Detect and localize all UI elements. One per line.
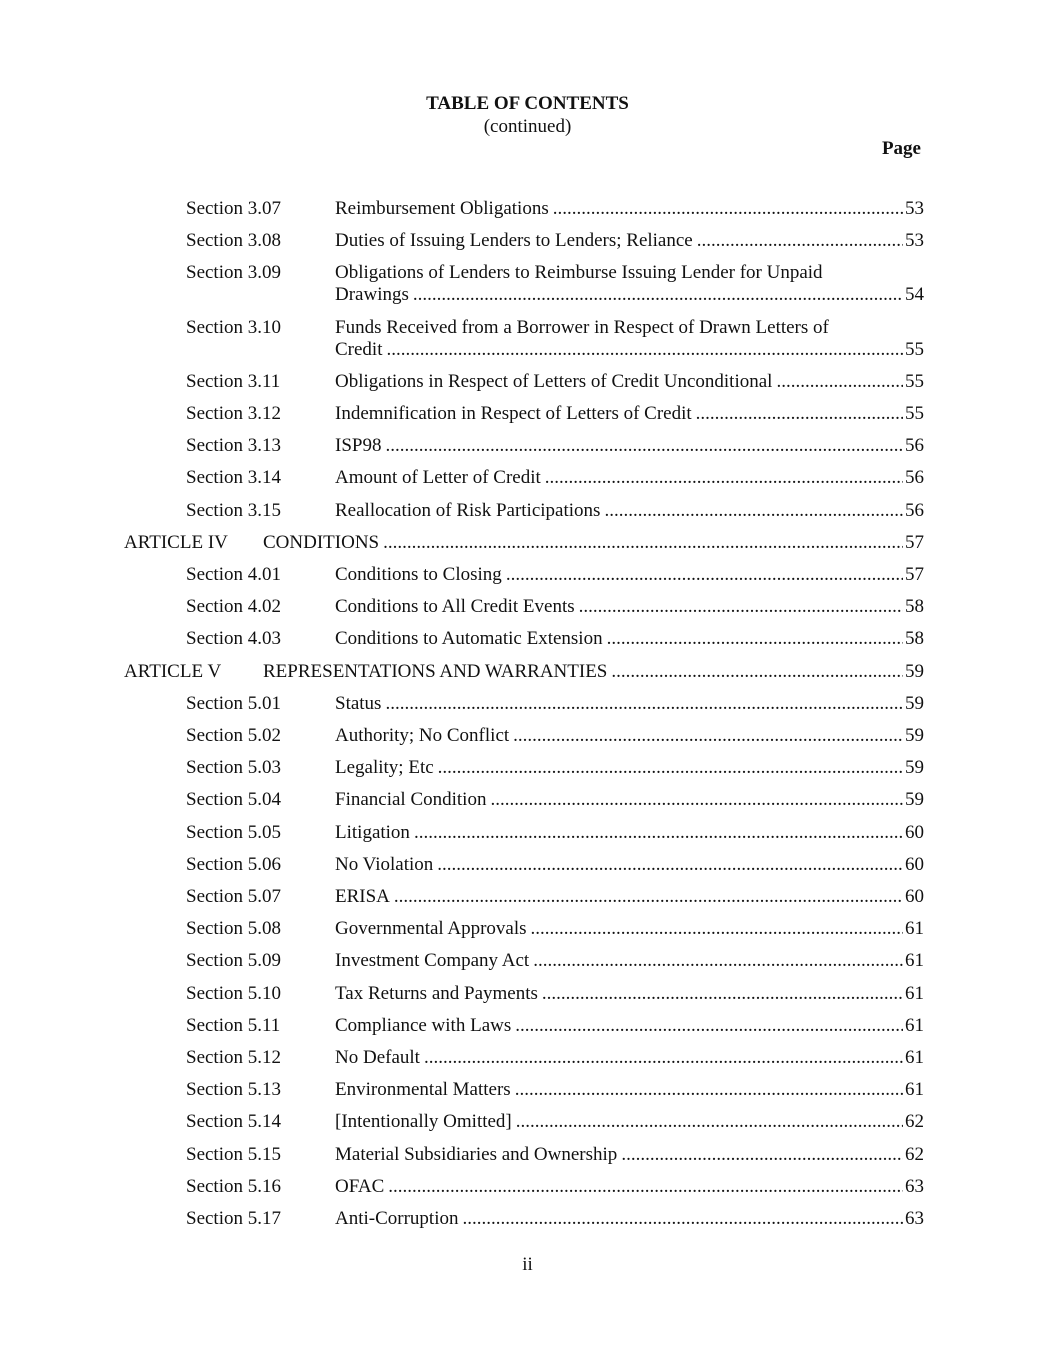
toc-dot-leader (776, 371, 903, 393)
toc-entry-title-area (263, 532, 924, 554)
toc-entry-line (335, 564, 924, 586)
toc-entry-line (335, 1176, 924, 1198)
toc-entry-title-area (335, 1176, 924, 1198)
toc-entry-number: Section 3.12 (186, 403, 281, 424)
toc-entry-page[interactable]: 61 (905, 1079, 924, 1101)
toc-entry-number: Section 5.05 (186, 821, 281, 843)
toc-entry-title[interactable]: No Violation (335, 853, 434, 875)
toc-entry-title-area (335, 371, 924, 393)
toc-entry-title[interactable]: Authority; No Conflict (335, 725, 510, 746)
toc-entry-line (335, 1079, 924, 1101)
toc-entry-title[interactable]: Tax Returns and Payments (335, 982, 538, 1004)
toc-entry-page[interactable]: 58 (905, 628, 924, 650)
toc-entry-title-area (335, 950, 924, 972)
toc-entry-page[interactable]: 61 (905, 918, 924, 940)
toc-entry-number: Section 5.01 (186, 692, 281, 714)
toc-entry-number: Section 3.07 (186, 198, 281, 219)
toc-dot-leader (611, 661, 903, 683)
toc-entry-page[interactable]: 58 (905, 596, 924, 618)
toc-entry-title-area (335, 983, 924, 1005)
toc-dot-leader (516, 1111, 903, 1133)
toc-dot-leader (388, 1176, 903, 1198)
toc-entry-number: Section 5.02 (186, 725, 281, 746)
toc-dot-leader (413, 284, 903, 306)
toc-entry-title-area (335, 1079, 924, 1101)
toc-entry-page[interactable]: 57 (905, 531, 924, 553)
toc-entry-page[interactable]: 56 (905, 499, 924, 521)
toc-entry-title-continued[interactable]: Credit (335, 338, 383, 360)
toc-entry-title[interactable]: Obligations of Lenders to Reimburse Issuing Lender for Unpaid (335, 262, 823, 284)
toc-entry-line (335, 230, 924, 252)
toc-entry-title[interactable]: Obligations in Respect of Letters of Credit Unconditional (335, 370, 773, 392)
toc-dot-leader (383, 532, 903, 554)
toc-entry-page[interactable]: 53 (905, 198, 924, 219)
toc-entry-title[interactable]: Litigation (335, 821, 410, 843)
toc-entry-title-area (335, 1047, 924, 1069)
toc-title: TABLE OF CONTENTS (426, 93, 629, 114)
toc-entry-number: Section 5.04 (186, 789, 281, 811)
toc-entry-page[interactable]: 62 (905, 1143, 924, 1165)
toc-entry-title[interactable]: CONDITIONS (263, 531, 380, 553)
toc-entry-page[interactable]: 59 (905, 692, 924, 714)
toc-entry-title-area (335, 435, 924, 457)
toc-entry-number: Section 5.14 (186, 1111, 281, 1133)
toc-entry-number: Section 5.16 (186, 1175, 281, 1197)
toc-entry-title[interactable]: [Intentionally Omitted] (335, 1111, 512, 1133)
footer-page-number: ii (522, 1254, 533, 1275)
toc-entry-line (335, 628, 924, 650)
toc-dot-leader (621, 1144, 903, 1166)
toc-dot-leader (604, 500, 903, 522)
toc-entry-title-area (335, 1144, 924, 1166)
toc-dot-leader (515, 1079, 903, 1101)
toc-entry-line (263, 661, 924, 683)
toc-entry-number: Section 5.12 (186, 1047, 281, 1068)
toc-dot-leader (506, 564, 903, 586)
toc-entry-number: Section 4.03 (186, 628, 281, 650)
toc-entry-title-area (335, 854, 924, 876)
toc-entry-line (335, 435, 924, 457)
toc-dot-leader (531, 918, 903, 940)
toc-entry-title-area (263, 661, 924, 683)
toc-entry-page[interactable]: 63 (905, 1208, 924, 1229)
toc-dot-leader (385, 435, 903, 457)
toc-dot-leader (490, 789, 903, 811)
toc-entry-number: Section 5.17 (186, 1208, 281, 1229)
toc-entry-number: Section 5.11 (186, 1014, 281, 1036)
toc-dot-leader (438, 757, 903, 779)
toc-entry-title[interactable]: Duties of Issuing Lenders to Lenders; Reliance (335, 230, 693, 252)
toc-entry-number: Section 3.11 (186, 370, 281, 392)
toc-entry-title-area (335, 230, 924, 252)
toc-entry-number: Section 5.15 (186, 1143, 281, 1165)
toc-entry-page[interactable]: 53 (905, 230, 924, 252)
toc-entry-line (335, 1015, 924, 1037)
toc-entry-page[interactable]: 59 (905, 757, 924, 779)
toc-entry-title[interactable]: REPRESENTATIONS AND WARRANTIES (263, 660, 608, 682)
toc-entry-title-area (335, 757, 924, 779)
toc-entry-line (335, 822, 924, 844)
toc-entry-line (335, 693, 924, 715)
toc-entry-number: Section 3.10 (186, 316, 281, 338)
toc-entry-title[interactable]: Environmental Matters (335, 1079, 511, 1101)
toc-entry-page[interactable]: 62 (905, 1111, 924, 1133)
toc-entry-title[interactable]: Investment Company Act (335, 950, 530, 972)
toc-entry-number: Section 5.10 (186, 982, 281, 1004)
toc-entry-line (335, 725, 924, 747)
toc-entry-page[interactable]: 55 (905, 370, 924, 392)
toc-entry-number: Section 3.09 (186, 262, 281, 284)
toc-entry-title-area (335, 628, 924, 650)
toc-entry-title-area (335, 596, 924, 618)
toc-entry-line (335, 403, 924, 425)
toc-entry-title[interactable]: OFAC (335, 1175, 385, 1197)
toc-entry-title[interactable]: Anti-Corruption (335, 1208, 459, 1229)
toc-entry-title-area (335, 500, 924, 522)
toc-entry-title-area (335, 789, 924, 811)
toc-dot-leader (533, 950, 903, 972)
toc-entry-number: Section 5.09 (186, 950, 281, 972)
toc-entry-title[interactable]: Conditions to Automatic Extension (335, 628, 603, 650)
toc-entry-number: Section 4.01 (186, 564, 281, 585)
toc-entry-line (335, 983, 924, 1005)
toc-dot-leader (424, 1047, 903, 1069)
toc-entry-page[interactable]: 61 (905, 1014, 924, 1036)
toc-entry-line (335, 500, 924, 522)
toc-entry-title[interactable]: Conditions to All Credit Events (335, 596, 575, 618)
toc-entry-number: Section 5.07 (186, 886, 281, 907)
toc-entry-title[interactable]: Financial Condition (335, 789, 487, 811)
toc-dot-leader (437, 854, 903, 876)
toc-entry-page[interactable]: 55 (905, 403, 924, 424)
toc-dot-leader (542, 983, 903, 1005)
toc-entry-title[interactable]: ERISA (335, 886, 390, 907)
toc-entry-number: Section 3.15 (186, 499, 281, 521)
toc-entry-number: Section 5.03 (186, 757, 281, 779)
toc-entry-title-continued[interactable]: Drawings (335, 284, 409, 306)
toc-entry-page[interactable]: 60 (905, 821, 924, 843)
toc-entry-line (335, 339, 924, 361)
toc-entry-page[interactable]: 59 (905, 789, 924, 811)
toc-entry-line (335, 789, 924, 811)
toc-entry-title-area (335, 886, 924, 908)
toc-entry-line (335, 918, 924, 940)
toc-entry-page[interactable]: 54 (905, 284, 924, 306)
toc-entry-page[interactable]: 56 (905, 435, 924, 457)
toc-entry-title-area (335, 262, 924, 306)
toc-dot-leader (697, 230, 903, 252)
toc-entry-title-area (335, 564, 924, 586)
toc-entry-title[interactable]: Conditions to Closing (335, 564, 502, 585)
toc-entry-number: Section 3.13 (186, 435, 281, 457)
toc-entry-page[interactable]: 61 (905, 982, 924, 1004)
toc-entry-page[interactable]: 60 (905, 853, 924, 875)
toc-entry-page[interactable]: 57 (905, 564, 924, 585)
toc-entry-title[interactable]: Amount of Letter of Credit (335, 467, 541, 489)
toc-entry-title-area (335, 317, 924, 361)
toc-entry-number: Section 5.08 (186, 918, 281, 940)
toc-entry-number: Section 5.13 (186, 1079, 281, 1101)
toc-entry-page[interactable]: 56 (905, 467, 924, 489)
toc-entry-number: Section 4.02 (186, 596, 281, 618)
toc-dot-leader (696, 403, 903, 425)
toc-entry-title[interactable]: ISP98 (335, 435, 382, 457)
toc-entry-title-area (335, 467, 924, 489)
toc-entry-number: ARTICLE IV (124, 531, 228, 553)
toc-entry-page[interactable]: 55 (905, 338, 924, 360)
toc-entry-title-area (335, 822, 924, 844)
toc-entry-line (335, 1144, 924, 1166)
toc-entry-page[interactable]: 61 (905, 1047, 924, 1068)
toc-entry-page[interactable]: 63 (905, 1175, 924, 1197)
toc-dot-leader (387, 339, 904, 361)
toc-dot-leader (414, 822, 903, 844)
toc-dot-leader (553, 198, 903, 220)
toc-entry-title-area (335, 693, 924, 715)
toc-entry-number: Section 3.08 (186, 230, 281, 252)
toc-entry-title[interactable]: Reimbursement Obligations (335, 198, 549, 219)
toc-subtitle: (continued) (483, 116, 572, 137)
toc-entry-line (335, 886, 924, 908)
toc-entry-title[interactable]: Reallocation of Risk Participations (335, 499, 601, 521)
toc-entry-page[interactable]: 59 (905, 660, 924, 682)
toc-dot-leader (513, 725, 903, 747)
toc-entry-title-area (335, 1015, 924, 1037)
toc-entry-line (335, 757, 924, 779)
toc-entry-title[interactable]: Funds Received from a Borrower in Respect of Drawn Letters of (335, 316, 829, 338)
toc-entry-line (263, 532, 924, 554)
toc-entry-title-area (335, 1208, 924, 1230)
toc-entry-number: Section 3.14 (186, 467, 281, 489)
toc-entry-title[interactable]: Governmental Approvals (335, 918, 527, 940)
toc-entry-number: ARTICLE V (124, 660, 222, 682)
toc-entry-line (335, 596, 924, 618)
toc-dot-leader (385, 693, 903, 715)
toc-entry-page[interactable]: 60 (905, 886, 924, 907)
toc-entry-title-area (335, 918, 924, 940)
toc-entry-line (335, 284, 924, 306)
toc-entry-line (335, 1208, 924, 1230)
toc-entry-page[interactable]: 59 (905, 725, 924, 746)
toc-entry-line (335, 950, 924, 972)
toc-entry-page[interactable]: 61 (905, 950, 924, 972)
toc-entry-title[interactable]: Indemnification in Respect of Letters of Credit (335, 403, 692, 424)
toc-entry-line (335, 1111, 924, 1133)
toc-dot-leader (394, 886, 903, 908)
toc-entry-title-area (335, 1111, 924, 1133)
toc-dot-leader (545, 467, 903, 489)
toc-entry-title[interactable]: Legality; Etc (335, 757, 434, 779)
toc-dot-leader (463, 1208, 904, 1230)
toc-dot-leader (579, 596, 903, 618)
toc-entry-title-area (335, 725, 924, 747)
toc-dot-leader (607, 628, 903, 650)
toc-entry-title[interactable]: Compliance with Laws (335, 1014, 512, 1036)
toc-entry-line (335, 1047, 924, 1069)
toc-entry-line (335, 371, 924, 393)
toc-dot-leader (515, 1015, 903, 1037)
toc-entry-title[interactable]: No Default (335, 1047, 420, 1068)
page-column-header: Page (881, 138, 921, 159)
toc-entry-title[interactable]: Material Subsidiaries and Ownership (335, 1143, 618, 1165)
toc-entry-title-area (335, 198, 924, 220)
toc-entry-line (335, 467, 924, 489)
toc-entry-number: Section 5.06 (186, 853, 281, 875)
toc-entry-line (335, 854, 924, 876)
toc-entry-title-area (335, 403, 924, 425)
toc-entry-title[interactable]: Status (335, 692, 382, 714)
toc-entry-line (335, 198, 924, 220)
